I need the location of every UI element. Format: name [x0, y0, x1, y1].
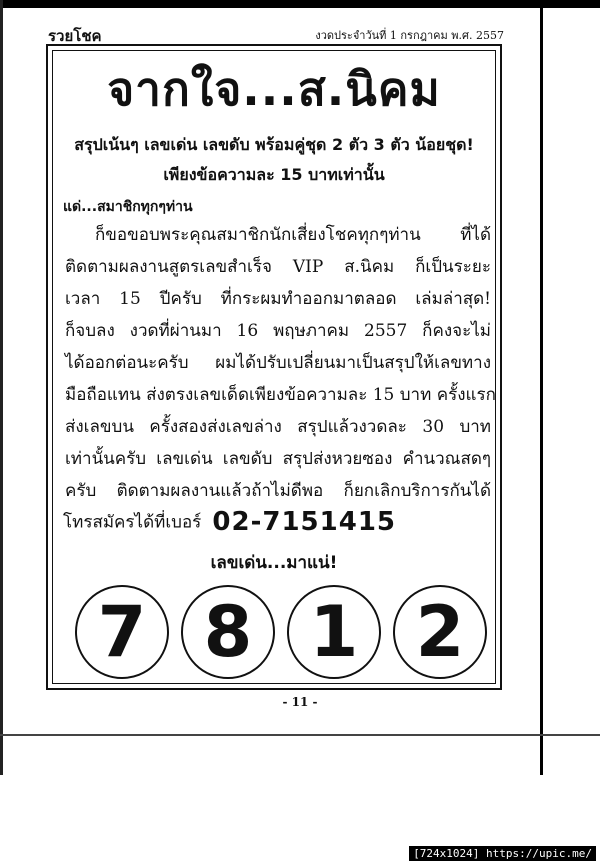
body-line: เวลา 15 ปีครับ ที่กระผมทำออกมาตลอด เล่มล่าสุด!: [65, 289, 491, 309]
body-line: ได้ออกต่อนะครับ ผมได้ปรับเปลี่ยนมาเป็นสรุปให้เลขทาง: [65, 353, 491, 373]
phone-number: 02-7151415: [212, 507, 396, 537]
number-ball: 2: [393, 585, 487, 679]
ad-frame: [46, 44, 502, 690]
ad-subtitle-1: สรุปเน้นๆ เลขเด่น เลขดับ พร้อมคู่ชุด 2 ตัว 3 ตัว น้อยชุด!: [74, 135, 474, 154]
phone-label: โทรสมัครได้ที่เบอร์: [63, 512, 202, 533]
ad-frame-inner: [52, 50, 496, 684]
body-line: เท่านั้นครับ เลขเด่น เลขดับ สรุปส่งหวยซอง คำนวณสดๆ: [65, 449, 491, 469]
number-ball: 8: [181, 585, 275, 679]
body-line: ติดตามผลงานสูตรเลขสำเร็จ VIP ส.นิคม ก็เป็นระยะ: [65, 257, 491, 277]
ad-title: จากใจ...ส.นิคม: [107, 62, 441, 116]
phone-row: [63, 507, 493, 537]
body-line: ก็จบลง งวดที่ผ่านมา 16 พฤษภาคม 2557 ก็คงจะไม่: [65, 321, 491, 341]
hot-numbers-label: เลขเด่น...มาแน่!: [210, 553, 338, 573]
scan-edge-left: [0, 0, 3, 775]
body-line: ส่งเลขบน ครั้งสองส่งเลขล่าง สรุปแล้วงวดละ 30 บาท: [65, 417, 491, 437]
body-line: ครับ ติดตามผลงานแล้วถ้าไม่ดีพอ ก็ยกเลิกบริการกันได้: [65, 481, 491, 501]
scan-edge-bottom: [0, 734, 600, 736]
scan-edge-right: [540, 0, 543, 775]
ad-subtitle-2: เพียงข้อความละ 15 บาทเท่านั้น: [163, 165, 385, 184]
body-line: มือถือแทน ส่งตรงเลขเด็ดเพียงข้อความละ 15 บาท ครั้งแรก: [65, 385, 496, 405]
magazine-name: รวยโชค: [48, 27, 102, 45]
hot-numbers: [69, 585, 489, 685]
body-line: ก็ขอขอบพระคุณสมาชิกนักเสี่ยงโชคทุกๆท่าน ที่ได้: [95, 225, 491, 245]
ad-greeting: แด่...สมาชิกทุกๆท่าน: [63, 199, 193, 215]
issue-date: งวดประจำวันที่ 1 กรกฎาคม พ.ศ. 2557: [315, 29, 504, 42]
scan-edge-top: [0, 0, 600, 8]
running-head: [48, 22, 504, 44]
page-number: - 11 -: [282, 695, 318, 709]
upload-watermark: [724x1024] https://upic.me/: [409, 846, 596, 861]
number-ball: 7: [75, 585, 169, 679]
number-ball: 1: [287, 585, 381, 679]
